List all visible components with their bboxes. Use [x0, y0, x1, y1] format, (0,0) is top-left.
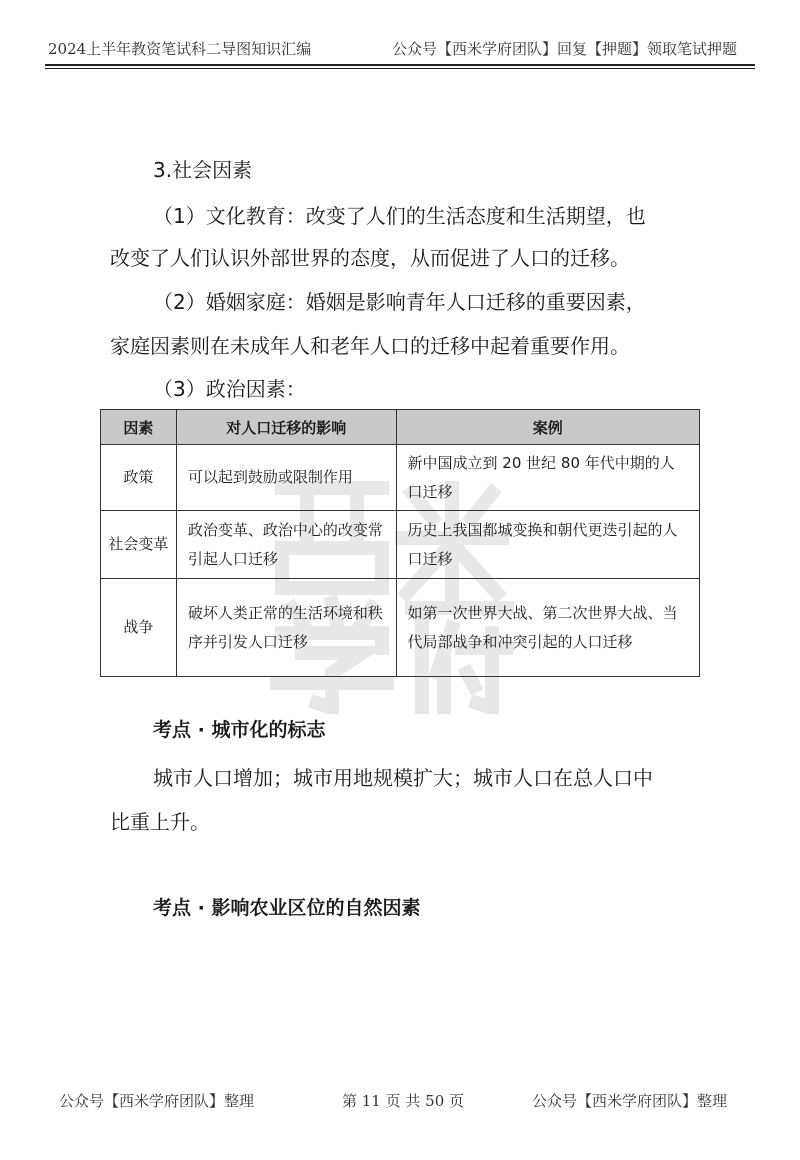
table-row [101, 511, 700, 579]
table-cell-factor: 社会变革 [101, 511, 177, 579]
urbanization-line2: 比重上升。 [110, 810, 210, 834]
item3-heading: （3）政治因素： [153, 377, 306, 401]
table-header-factor: 因素 [101, 410, 177, 445]
table-cell-impact: 破坏人类正常的生活环境和秩序并引发人口迁移 [176, 579, 396, 677]
table-cell-example: 新中国成立到 20 世纪 80 年代中期的人口迁移 [396, 445, 699, 511]
table-cell-example: 历史上我国都城变换和朝代更迭引起的人口迁移 [396, 511, 699, 579]
table-cell-impact: 政治变革、政治中心的改变常引起人口迁移 [176, 511, 396, 579]
item2-line1: （2）婚姻家庭：婚姻是影响青年人口迁移的重要因素， [153, 290, 646, 314]
table-row [101, 579, 700, 677]
header-left-title: 2024上半年教资笔试科二导图知识汇编 [48, 40, 312, 58]
table-cell-factor: 战争 [101, 579, 177, 677]
table-cell-factor: 政策 [101, 445, 177, 511]
table-header-row [101, 410, 700, 445]
item2-line2: 家庭因素则在未成年人和老年人口的迁移中起着重要作用。 [110, 334, 630, 358]
item1-line2: 改变了人们认识外部世界的态度，从而促进了人口的迁移。 [110, 246, 630, 270]
table-cell-impact: 可以起到鼓励或限制作用 [176, 445, 396, 511]
header-divider-thin [45, 68, 755, 69]
table-cell-example: 如第一次世界大战、第二次世界大战、当代局部战争和冲突引起的人口迁移 [396, 579, 699, 677]
item1-line1: （1）文化教育：改变了人们的生活态度和生活期望，也 [153, 204, 646, 228]
migration-factors-table [100, 409, 700, 677]
kaodian-agriculture-title: 考点 · 影响农业区位的自然因素 [153, 897, 421, 919]
footer-right: 公众号【西米学府团队】整理 [532, 1092, 728, 1110]
table-header-example: 案例 [396, 410, 699, 445]
urbanization-line1: 城市人口增加；城市用地规模扩大；城市人口在总人口中 [153, 766, 653, 790]
header-right-note: 公众号【西米学府团队】回复【押题】领取笔试押题 [392, 40, 738, 58]
footer-left: 公众号【西米学府团队】整理 [59, 1092, 255, 1110]
page-number: 第 11 页 共 50 页 [342, 1092, 465, 1110]
kaodian-urbanization-title: 考点 · 城市化的标志 [153, 719, 326, 741]
table-header-impact: 对人口迁移的影响 [176, 410, 396, 445]
header-divider [45, 64, 755, 66]
section-title: 3.社会因素 [153, 158, 253, 182]
table-row [101, 445, 700, 511]
